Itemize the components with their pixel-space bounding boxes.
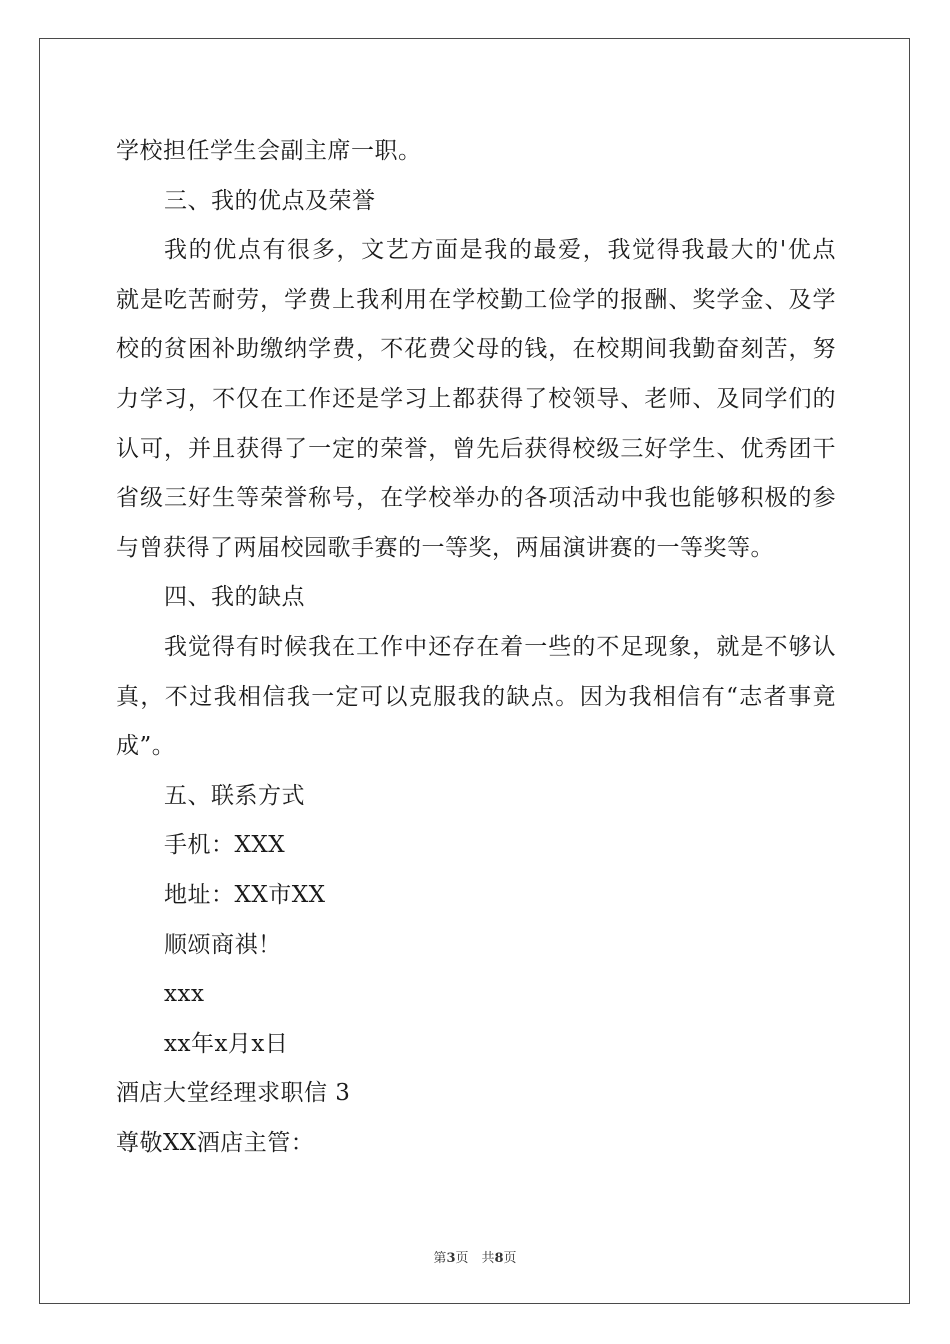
document-body bbox=[116, 127, 836, 1168]
paragraph-line: 我觉得有时候我在工作中还存在着一些的不足现象，就是不够认 bbox=[164, 633, 836, 660]
section-heading-shortcomings: 四、我的缺点 bbox=[164, 584, 305, 611]
paragraph-line: 就是吃苦耐劳，学费上我利用在学校勤工俭学的报酬、奖学金、及学 bbox=[116, 286, 836, 313]
paragraph-line: 认可，并且获得了一定的荣誉，曾先后获得校级三好学生、优秀团干 bbox=[116, 435, 836, 462]
paragraph-line: 力学习，不仅在工作还是学习上都获得了校领导、老师、及同学们的 bbox=[116, 385, 836, 412]
paragraph-line: 成”。 bbox=[116, 733, 176, 760]
letter-title: 酒店大堂经理求职信 3 bbox=[116, 1080, 351, 1107]
contact-phone: 手机：XXX bbox=[164, 832, 286, 859]
contact-address: 地址：XX市XX bbox=[164, 881, 326, 908]
signature-date: xx年x月x日 bbox=[164, 1030, 289, 1057]
section-heading-merits: 三、我的优点及荣誉 bbox=[164, 187, 376, 214]
footer-mid: 页 共 bbox=[455, 1251, 495, 1266]
footer-prefix: 第 bbox=[433, 1251, 447, 1266]
paragraph-line: 校的贫困补助缴纳学费，不花费父母的钱，在校期间我勤奋刻苦，努 bbox=[116, 336, 836, 363]
page-footer bbox=[0, 1247, 950, 1266]
footer-suffix: 页 bbox=[503, 1251, 517, 1266]
section-heading-contact: 五、联系方式 bbox=[164, 782, 305, 809]
signature-name: xxx bbox=[164, 981, 205, 1008]
letter-salutation: 尊敬XX酒店主管： bbox=[116, 1129, 315, 1156]
footer-page-number: 3 bbox=[446, 1251, 456, 1266]
closing-greeting: 顺颂商祺！ bbox=[164, 931, 282, 958]
footer-total-pages: 8 bbox=[494, 1251, 504, 1266]
paragraph-line: 省级三好生等荣誉称号，在学校举办的各项活动中我也能够积极的参 bbox=[116, 485, 836, 512]
paragraph-line: 与曾获得了两届校园歌手赛的一等奖，两届演讲赛的一等奖等。 bbox=[116, 534, 774, 561]
paragraph-line: 我的优点有很多，文艺方面是我的最爱，我觉得我最大的'优点 bbox=[164, 237, 836, 264]
paragraph-line: 真，不过我相信我一定可以克服我的缺点。因为我相信有“志者事竟 bbox=[116, 683, 836, 710]
paragraph-line: 学校担任学生会副主席一职。 bbox=[116, 138, 422, 164]
